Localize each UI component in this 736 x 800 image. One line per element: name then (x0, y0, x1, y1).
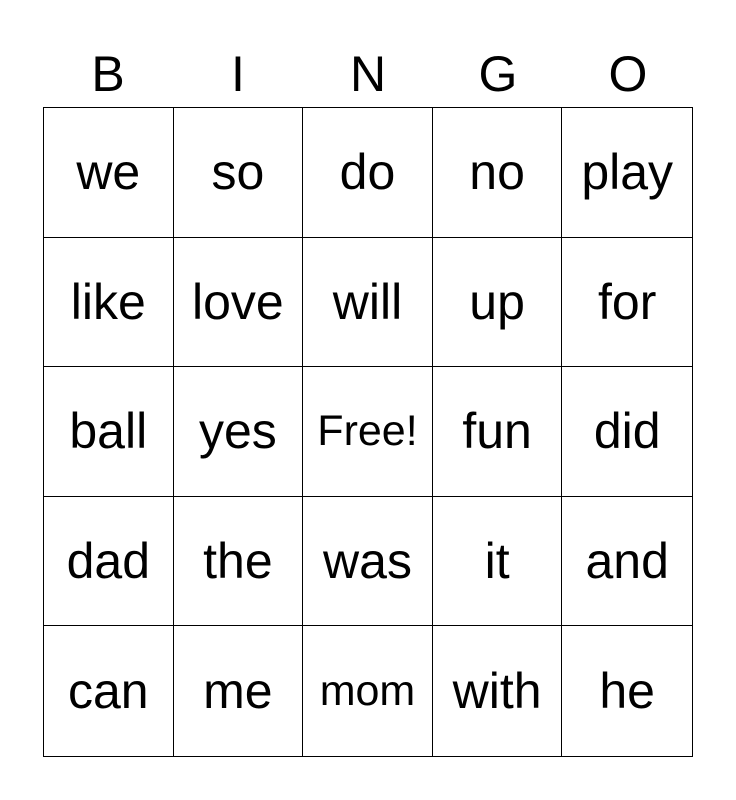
bingo-cell[interactable]: dad (44, 497, 174, 627)
bingo-cell[interactable]: like (44, 238, 174, 368)
bingo-cell[interactable]: with (433, 626, 563, 756)
bingo-cell[interactable]: ball (44, 367, 174, 497)
bingo-cell[interactable]: did (562, 367, 692, 497)
bingo-cell[interactable]: fun (433, 367, 563, 497)
bingo-cell[interactable]: up (433, 238, 563, 368)
header-letter-n: N (349, 46, 387, 102)
header-letter-o: O (608, 46, 648, 102)
bingo-cell[interactable]: do (303, 108, 433, 238)
bingo-cell[interactable]: no (433, 108, 563, 238)
bingo-cell[interactable]: we (44, 108, 174, 238)
free-space-cell[interactable]: Free! (303, 367, 433, 497)
bingo-cell[interactable]: he (599, 663, 655, 720)
bingo-cell[interactable]: me (174, 626, 304, 756)
bingo-cell[interactable]: the (174, 497, 304, 627)
bingo-cell[interactable]: so (174, 108, 304, 238)
header-letter-i: I (231, 46, 245, 102)
bingo-cell[interactable]: will (303, 238, 433, 368)
bingo-cell[interactable]: was (303, 497, 433, 627)
bingo-cell[interactable]: love (174, 238, 304, 368)
header-letter-g: G (478, 46, 518, 102)
bingo-cell[interactable]: for (562, 238, 692, 368)
bingo-board (43, 107, 693, 757)
bingo-cell[interactable]: can (44, 626, 174, 756)
bingo-cell[interactable]: mom (303, 626, 433, 756)
bingo-cell[interactable]: yes (174, 367, 304, 497)
header-letter-b: B (91, 46, 125, 102)
bingo-cell[interactable]: and (562, 497, 692, 627)
bingo-header (43, 42, 693, 106)
bingo-cell[interactable]: it (433, 497, 563, 627)
bingo-cell[interactable]: play (562, 108, 692, 238)
